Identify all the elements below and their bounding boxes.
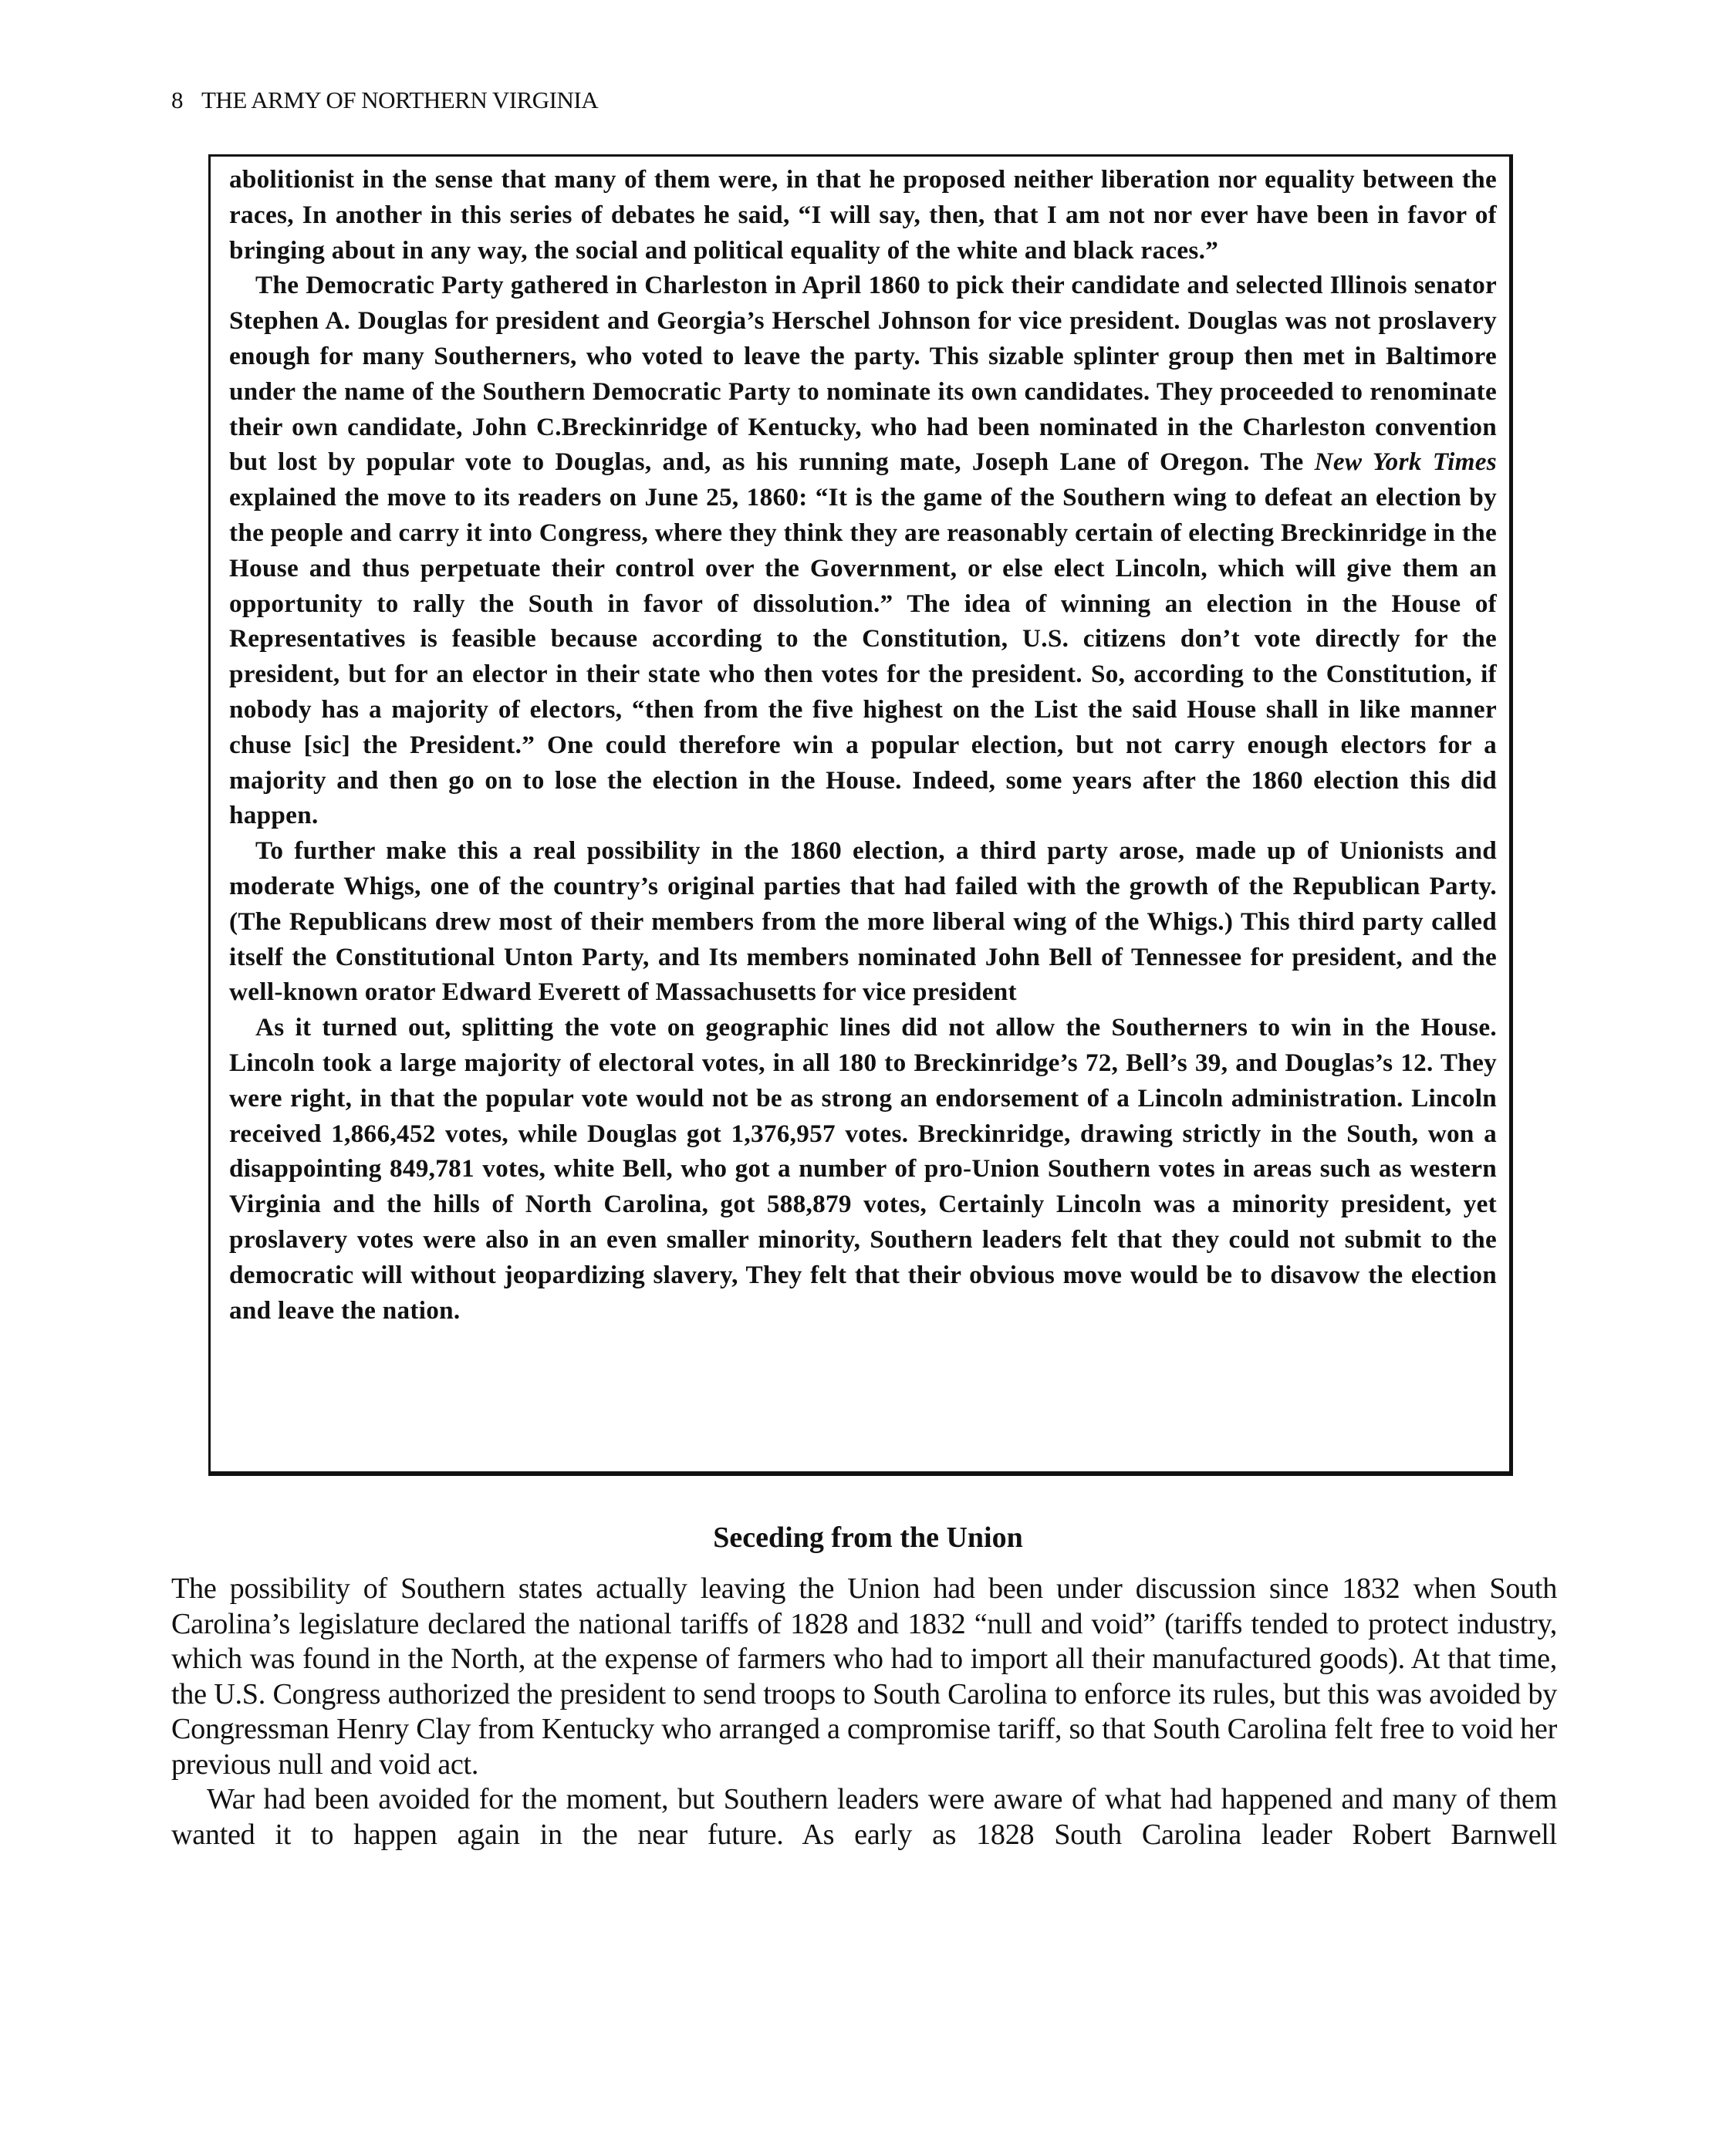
sidebar-paragraph-text: explained the move to its readers on June 25, 1860: “It is the game of the Southern wing to defeat an election by the people and carry it into Congress, where they think they are reasonably certain of electing Breckinridge in the House and thus perpetuate their control over the Government, or else elect Lincoln, which will give them an opportunity to rally the South in favor of dissolution.” The idea of winning an election in the House of Representatives is feasible because according to the Constitution, U.S. citizens don’t vote directly for the president, but for an elector in their state who then votes for the president. So, according to the Constitution, if nobody has a majority of electors, “then from the five highest on the List the said House shall in like manner chuse [sic] the President.” One could therefore win a popular election, but not carry enough electors for a majority and then go on to lose the election in the House. Indeed, some years after the 1860 election this did happen. bbox=[229, 483, 1497, 830]
sidebar-box bbox=[208, 154, 1513, 1476]
sidebar-paragraph-text: The Democratic Party gathered in Charleston in April 1860 to pick their candidate and selected Illinois senator Stephen A. Douglas for president and Georgia’s Herschel Johnson for vice president. Douglas was not proslavery enough for many Southerners, who voted to leave the party. This sizable splinter group then met in Baltimore under the name of the Southern Democratic Party to nominate its own candidates. They proceeded to renominate their own candidate, John C.Breckinridge of Kentucky, who had been nominated in the Charleston convention but lost by popular vote to Douglas, and, as his running mate, Joseph Lane of Oregon. The bbox=[229, 271, 1497, 477]
sidebar-paragraph: abolitionist in the sense that many of them were, in that he proposed neither liberation nor equality between the races, In another in this series of debates he said, “I will say, then, that I am not nor ever have been in favor of bringing about in any way, the social and political equality of the white and black races.” bbox=[229, 165, 1497, 265]
sidebar-paragraph bbox=[229, 268, 1497, 833]
running-title: THE ARMY OF NORTHERN VIRGINIA bbox=[201, 86, 599, 113]
section-heading: Seceding from the Union bbox=[713, 1521, 1023, 1554]
newspaper-title: New York Times bbox=[1314, 447, 1497, 477]
sidebar-paragraph: As it turned out, splitting the vote on geographic lines did not allow the Southerners to win in the House. Lincoln took a large majority of electoral votes, in all 180 to Breckinridge’s 72, Bell’s 39, and Douglas’s 12. They were right, in that the popular vote would not be as strong an endorsement of a Lincoln administration. Lincoln received 1,866,452 votes, while Douglas got 1,376,957 votes. Breckinridge, drawing strictly in the South, won a disappointing 849,781 votes, white Bell, who got a number of pro-Union Southern votes in areas such as western Virginia and the hills of North Carolina, got 588,879 votes, Certainly Lincoln was a minority president, yet proslavery votes were also in an even smaller minority, Southern leaders felt that they could not submit to the democratic will without jeopardizing slavery, They felt that their obvious move would be to disavow the election and leave the nation. bbox=[229, 1013, 1497, 1325]
body-paragraph: The possibility of Southern states actually leaving the Union had been under discussion since 1832 when South Carolina’s legislature declared the national tariffs of 1828 and 1832 “null and void” (tariffs tended to protect industry, which was found in the North, at the expense of farmers who had to import all their manufactured goods). At that time, the U.S. Congress authorized the president to send troops to South Carolina to enforce its rules, but this was avoided by Congressman Henry Clay from Kentucky who arranged a compromise tariff, so that South Carolina felt free to void her previous null and void act. bbox=[171, 1572, 1557, 1781]
page-number: 8 bbox=[171, 86, 183, 113]
sidebar-paragraph: To further make this a real possibility in the 1860 election, a third party arose, made up of Unionists and moderate Whigs, one of the country’s original parties that had failed with the growth of the Republican Party. (The Republicans drew most of their members from the more liberal wing of the Whigs.) This third party called itself the Constitutional Unton Party, and Its members nominated John Bell of Tennessee for president, and the well-known orator Edward Everett of Massachusetts for vice president bbox=[229, 836, 1497, 1007]
running-header bbox=[171, 86, 598, 114]
body-paragraph: War had been avoided for the moment, but Southern leaders were aware of what had happened and many of them wanted it to happen again in the near future. As early as 1828 South Carolina leader Robert Barnwell bbox=[171, 1783, 1557, 1851]
body-text bbox=[171, 1572, 1557, 1852]
